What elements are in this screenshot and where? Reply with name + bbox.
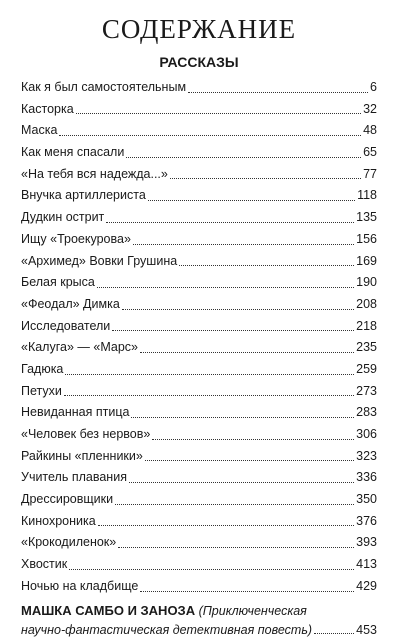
- toc-entry: [21, 142, 377, 164]
- toc-entry-title: Касторка: [21, 101, 74, 116]
- page-title: СОДЕРЖАНИЕ: [101, 14, 297, 44]
- toc-entry-title: Дудкин острит: [21, 210, 105, 225]
- dot-leader: [140, 352, 354, 353]
- toc-entry-page: 6: [370, 80, 377, 94]
- dot-leader: [112, 330, 354, 331]
- toc-entry-title: Ночью на кладбище: [21, 578, 139, 593]
- dot-leader: [140, 591, 354, 592]
- toc-entry-title: Гадюка: [21, 361, 64, 376]
- dot-leader: [314, 633, 354, 634]
- toc-entry: [21, 381, 377, 403]
- toc-entry-page: 259: [356, 361, 377, 376]
- toc-entry: [21, 164, 377, 186]
- dot-leader: [131, 417, 354, 418]
- toc-entry-title: Белая крыса: [21, 275, 95, 290]
- toc-entry-page: 336: [356, 470, 377, 485]
- dot-leader: [133, 244, 354, 245]
- dot-leader: [59, 135, 361, 136]
- toc-entry-title: «Калуга» — «Марс»: [21, 340, 138, 355]
- toc-entry-page: 350: [356, 492, 377, 507]
- toc-entry-page: 393: [356, 535, 377, 550]
- dot-leader: [65, 374, 354, 375]
- toc-entry: [21, 424, 377, 446]
- toc-entry: [21, 489, 377, 511]
- toc-entry: [21, 337, 377, 359]
- toc-entry-title: Невиданная птица: [21, 405, 130, 420]
- dot-leader: [97, 287, 354, 288]
- toc-entry: [21, 99, 377, 121]
- toc-entry: [21, 532, 377, 554]
- toc-entry-title: Учитель плавания: [21, 470, 127, 485]
- toc-entry-page: 283: [356, 405, 377, 420]
- toc-entry-title: «На тебя вся надежда...»: [21, 166, 168, 181]
- toc-entry-title: Маска: [21, 123, 58, 138]
- dot-leader: [148, 200, 355, 201]
- toc-entry-page: 190: [356, 275, 377, 290]
- toc-entry: [21, 359, 377, 381]
- toc-entry-page: 235: [356, 340, 377, 355]
- dot-leader: [106, 222, 354, 223]
- dot-leader: [145, 460, 354, 461]
- toc-entry: [21, 229, 377, 251]
- toc-entry: [21, 77, 377, 99]
- dot-leader: [188, 92, 368, 93]
- toc-entry-title: Как меня спасали: [21, 145, 125, 160]
- toc-entry-title: Внучка артиллериста: [21, 188, 146, 203]
- dot-leader: [76, 113, 361, 114]
- dot-leader: [170, 178, 361, 179]
- dot-leader: [129, 482, 354, 483]
- toc-entry-title: «Феодал» Димка: [21, 296, 120, 311]
- toc-entry-page: 208: [356, 296, 377, 311]
- toc-entry: [21, 511, 377, 533]
- toc-entry-title: «Архимед» Вовки Грушина: [21, 253, 178, 268]
- toc-entry-title: Как я был самостоятельным: [21, 80, 187, 94]
- toc-entry: [21, 402, 377, 424]
- toc-entry-page: 32: [363, 101, 377, 116]
- toc-entry: [21, 207, 377, 229]
- toc-entry-title: Хвостик: [21, 557, 68, 572]
- toc-entry: [21, 294, 377, 316]
- toc-entry: [21, 251, 377, 273]
- dot-leader: [179, 265, 354, 266]
- toc-entry-title: «Крокодиленок»: [21, 535, 117, 550]
- novella-title: МАШКА САМБО И ЗАНОЗА: [21, 602, 196, 618]
- toc-entry-title: Петухи: [21, 383, 62, 398]
- dot-leader: [122, 309, 354, 310]
- dot-leader: [118, 547, 354, 548]
- toc-entry-page: 65: [363, 145, 377, 160]
- toc-entry: [21, 272, 377, 294]
- toc-entry-page: 77: [363, 166, 377, 181]
- toc-entry-title: Исследователи: [21, 318, 111, 333]
- dot-leader: [115, 504, 354, 505]
- toc-entry-page: 118: [357, 188, 377, 203]
- toc-entry: [21, 467, 377, 489]
- novella-entry: [21, 601, 377, 640]
- novella-subtitle-2: научно-фантастическая детективная повесть): [21, 622, 313, 637]
- toc-list: [21, 77, 377, 598]
- dot-leader: [64, 395, 354, 396]
- section-heading: РАССКАЗЫ: [159, 54, 239, 70]
- toc-entry-page: 429: [356, 578, 377, 593]
- toc-entry-page: 413: [356, 557, 377, 572]
- dot-leader: [98, 525, 354, 526]
- toc-entry-title: Кинохроника: [21, 513, 96, 528]
- novella-page: 453: [356, 622, 377, 637]
- toc-entry-title: Ищу «Троекурова»: [21, 231, 131, 246]
- toc-entry: [21, 316, 377, 338]
- toc-entry: [21, 446, 377, 468]
- toc-entry: [21, 554, 377, 576]
- toc-entry: [21, 120, 377, 142]
- toc-entry-page: 48: [363, 123, 377, 138]
- toc-entry-page: 156: [356, 231, 377, 246]
- toc-entry-page: 273: [356, 383, 377, 398]
- dot-leader: [69, 569, 354, 570]
- toc-entry-title: «Человек без нервов»: [21, 427, 151, 441]
- toc-entry-title: Дрессировщики: [21, 492, 114, 507]
- toc-entry: [21, 576, 377, 598]
- toc-entry-title: Райкины «пленники»: [21, 448, 143, 463]
- toc-entry-page: 135: [356, 210, 377, 225]
- toc-entry-page: 306: [356, 427, 377, 441]
- toc-entry-page: 376: [356, 513, 377, 528]
- dot-leader: [126, 157, 361, 158]
- toc-entry-page: 218: [356, 318, 377, 333]
- toc-entry-page: 169: [356, 253, 377, 268]
- dot-leader: [152, 439, 354, 440]
- toc-entry: [21, 185, 377, 207]
- toc-entry-page: 323: [356, 448, 377, 463]
- novella-subtitle-1: (Приключенческая: [198, 603, 307, 618]
